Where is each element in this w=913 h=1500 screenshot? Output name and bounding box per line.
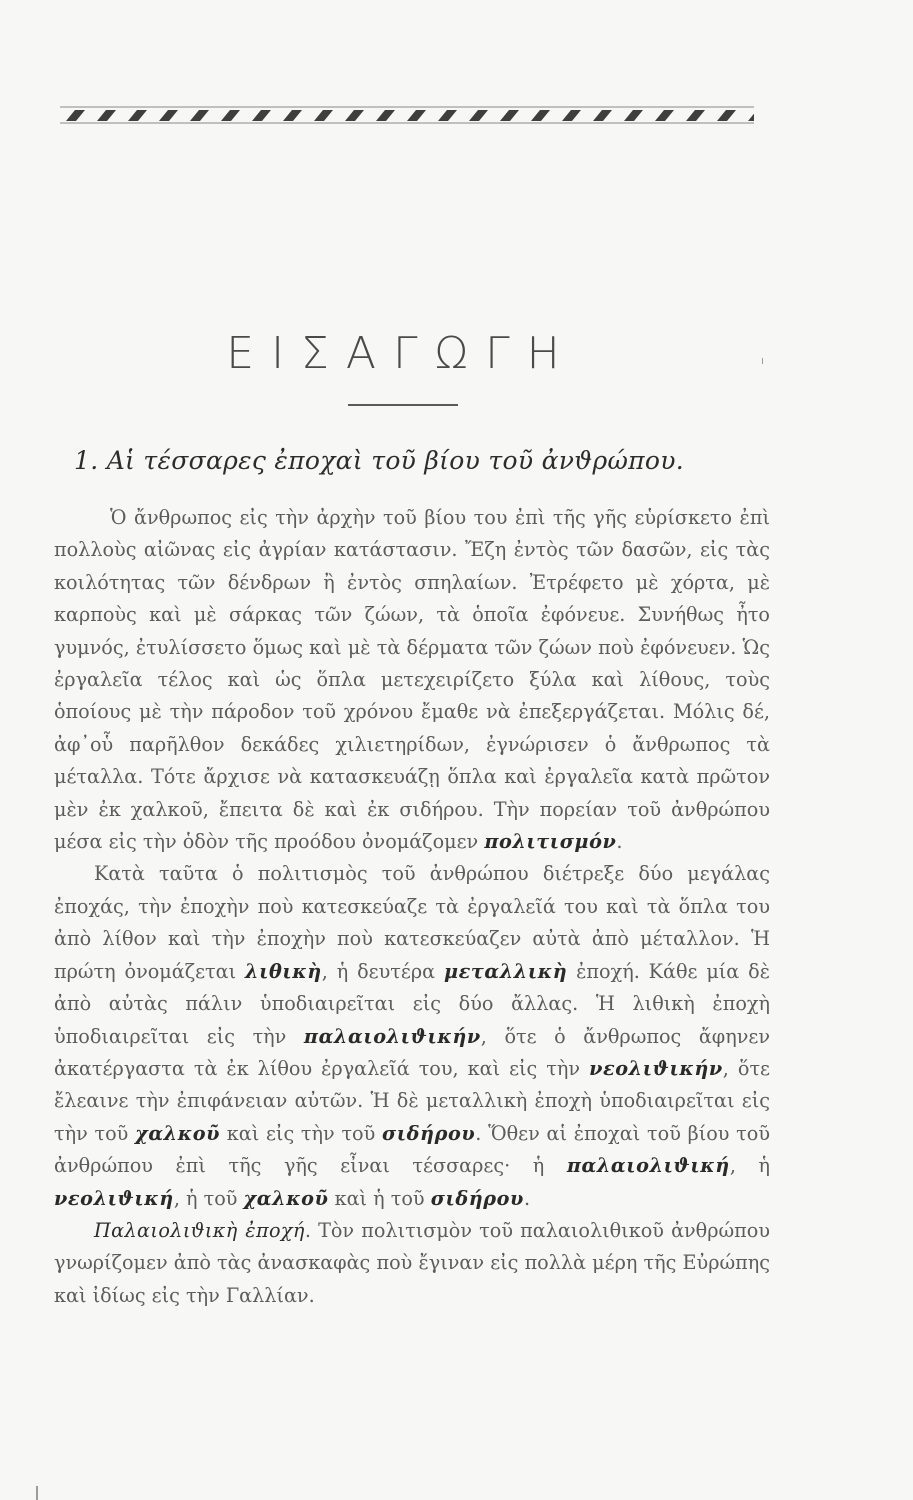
border-tick <box>748 110 754 121</box>
emphasized-term: χαλκοῦ <box>243 1186 329 1210</box>
border-tick <box>345 110 364 121</box>
border-tick <box>593 110 612 121</box>
border-tick <box>562 110 581 121</box>
text-run: , ὅτε ὁ ἄνθρωπος ἄφηνεν ἀκατέργαστα τὰ ἐκ λίθου ἐργαλεῖά του, καὶ εἰς τὴν <box>54 1024 770 1080</box>
border-tick <box>469 110 488 121</box>
body-text <box>54 502 770 1312</box>
paragraph-lead-heading: Παλαιολιϑικὴ ἐποχή <box>94 1218 305 1242</box>
border-tick <box>252 110 271 121</box>
border-tick <box>500 110 519 121</box>
text-run: , ἡ δευτέρα <box>321 959 444 983</box>
emphasized-term: νεολιϑικήν <box>589 1056 723 1080</box>
text-run: καὶ ἡ τοῦ <box>328 1186 431 1210</box>
border-tick <box>128 110 147 121</box>
paragraph-3 <box>54 1215 770 1312</box>
emphasized-term: σιδήρου <box>430 1186 524 1210</box>
decorative-border <box>60 104 754 126</box>
paragraph-1 <box>54 502 770 858</box>
emphasized-term: μεταλλικὴ <box>443 959 568 983</box>
emphasized-term: σιδήρου <box>382 1121 476 1145</box>
page-edge-mark <box>36 1486 38 1500</box>
text-run: . <box>523 1186 531 1210</box>
border-tick <box>686 110 705 121</box>
border-tick <box>66 110 85 121</box>
text-run: , ἡ <box>729 1154 770 1178</box>
emphasized-term: παλαιολιϑικήν <box>303 1024 481 1048</box>
page-heading: ΕΙΣΑΓΩΓΗ <box>226 328 577 379</box>
text-run: ἐποχή. Κάθε μία δὲ ἀπὸ αὐτὰς πάλιν ὑποδιαιρεῖται εἰς δύο ἄλλας. Ἡ λιθικὴ ἐποχὴ ὑποδιαιρεῖται εἰς τὴν <box>54 959 770 1048</box>
border-tick <box>314 110 333 121</box>
text-run: . Τὸν πολιτισμὸν τοῦ παλαιολιθικοῦ ἀνθρώπου γνωρίζομεν ἀπὸ τὰς ἀνασκαφὰς ποὺ ἔγιναν εἰς πολλὰ μέρη τῆς Εὐρώπης καὶ ἰδίως εἰς τὴν Γαλλίαν. <box>54 1218 770 1307</box>
decorative-border-pattern <box>60 104 754 126</box>
border-tick <box>655 110 674 121</box>
border-tick <box>376 110 395 121</box>
emphasized-term: νεολιϑική <box>54 1186 174 1210</box>
text-run: Ὁ ἄνθρωπος εἰς τὴν ἀρχὴν τοῦ βίου του ἐπὶ τῆς γῆς εὑρίσκετο ἐπὶ πολλοὺς αἰῶνας εἰς ἀγρίαν κατάστασιν. Ἔζη ἐντὸς τῶν δασῶν, εἰς τὰς κοιλότητας τῶν δένδρων ἢ ἐντὸς σπηλαίων. Ἐτρέφετο μὲ χόρτα, μὲ καρποὺς καὶ μὲ σάρκας τῶν ζώων, τὰ ὁποῖα ἐφόνευε. Συνήθως ἦτο γυμνός, ἐτυλίσσετο ὅμως καὶ μὲ τὰ δέρματα τῶν ζώων ποὺ ἐφόνευεν. Ὡς ἐργαλεῖα τέλος καὶ ὡς ὅπλα μετεχειρίζετο ξύλα καὶ λίθους, τοὺς ὁποίους μὲ τὴν πάροδον τοῦ χρόνου ἔμαθε νὰ ἐπεξεργάζεται. Μόλις δέ, ἀφ᾽οὗ παρῆλθον δεκάδες χιλιετηρίδων, ἐγνώρισεν ὁ ἄνθρωπος τὰ μέταλλα. Τότε ἄρχισε νὰ κατασκευάζῃ ὅπλα καὶ ἐργαλεῖα κατὰ πρῶτον μὲν ἐκ χαλκοῦ, ἔπειτα δὲ καὶ ἐκ σιδήρου. Τὴν πορείαν τοῦ ἀνθρώπου μέσα εἰς τὴν ὁδὸν τῆς προόδου ὀνομάζομεν <box>54 506 770 854</box>
border-tick <box>283 110 302 121</box>
border-tick <box>717 110 736 121</box>
border-tick <box>159 110 178 121</box>
border-tick <box>97 110 116 121</box>
section-title: 1. Αἱ τέσσαρες ἐποχαὶ τοῦ βίου τοῦ ἀνϑρώπου. <box>74 446 684 475</box>
border-tick <box>407 110 426 121</box>
emphasized-term: χαλκοῦ <box>135 1121 221 1145</box>
text-run: , ἡ τοῦ <box>173 1186 244 1210</box>
text-run: , ὅτε ἔλεαινε τὴν ἐπιφάνειαν αὐτῶν. Ἡ δὲ μεταλλικὴ ἐποχὴ ὑποδιαιρεῖται εἰς τὴν τοῦ <box>54 1056 770 1145</box>
border-tick <box>624 110 643 121</box>
border-tick <box>438 110 457 121</box>
emphasized-term: παλαιολιϑική <box>566 1154 730 1178</box>
text-run: Κατὰ ταῦτα ὁ πολιτισμὸς τοῦ ἀνθρώπου διέτρεξε δύο μεγάλας ἐποχάς, τὴν ἐποχὴν ποὺ κατεσκεύαζε τὰ ἐργαλεῖά του καὶ τὰ ὅπλα του ἀπὸ λίθον καὶ τὴν ἐποχὴν ποὺ κατεσκεύαζεν αὐτὰ ἀπὸ μέταλλον. Ἡ πρώτη ὀνομάζεται <box>54 862 770 983</box>
border-tick <box>190 110 209 121</box>
heading-rule <box>348 404 458 406</box>
emphasized-term: πολιτισμόν <box>484 830 617 854</box>
border-tick <box>221 110 240 121</box>
text-run: . <box>616 830 623 854</box>
emphasized-term: λιθικὴ <box>245 959 322 983</box>
text-run: καὶ εἰς τὴν τοῦ <box>220 1121 383 1145</box>
paragraph-2 <box>54 858 770 1214</box>
border-tick <box>531 110 550 121</box>
text-run: . Ὅθεν αἱ ἐποχαὶ τοῦ βίου τοῦ ἀνθρώπου ἐπὶ τῆς γῆς εἶναι τέσσαρες· ἡ <box>54 1121 770 1178</box>
